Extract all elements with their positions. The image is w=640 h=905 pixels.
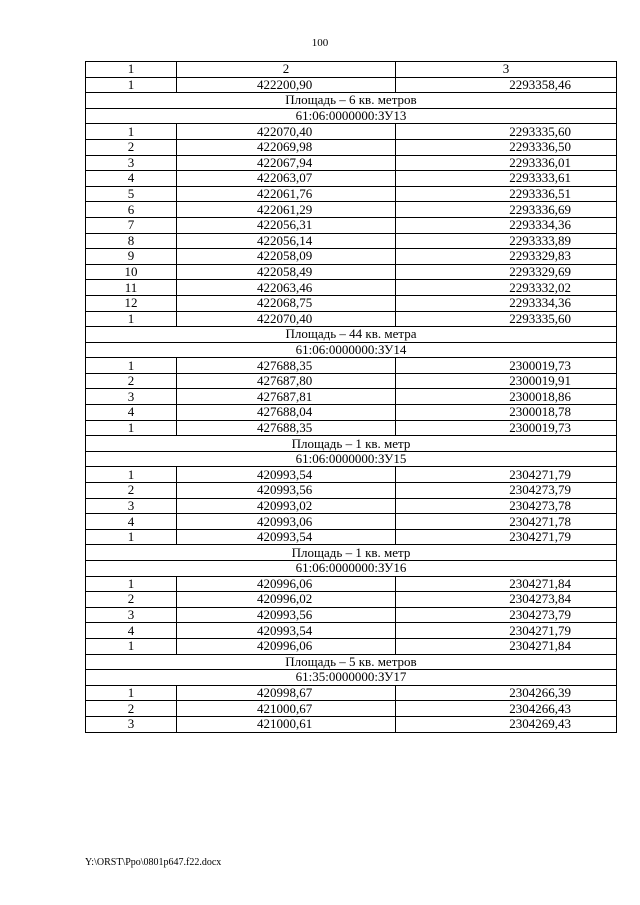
y-coordinate: 2293358,46 [396, 77, 617, 93]
y-coordinate: 2293329,83 [396, 249, 617, 265]
x-coordinate: 422063,46 [177, 280, 396, 296]
y-coordinate: 2304273,78 [396, 498, 617, 514]
x-coordinate: 422058,09 [177, 249, 396, 265]
table-row [86, 701, 617, 717]
table-row [86, 514, 617, 530]
table-row [86, 77, 617, 93]
table-row [86, 607, 617, 623]
y-coordinate: 2304269,43 [396, 716, 617, 732]
x-coordinate: 422063,07 [177, 171, 396, 187]
point-number: 10 [86, 264, 177, 280]
x-coordinate: 422061,29 [177, 202, 396, 218]
x-coordinate: 427688,35 [177, 420, 396, 436]
x-coordinate: 427688,04 [177, 405, 396, 421]
table-row [86, 280, 617, 296]
point-number: 3 [86, 389, 177, 405]
x-coordinate: 422200,90 [177, 77, 396, 93]
area-row [86, 654, 617, 670]
table-row [86, 483, 617, 499]
y-coordinate: 2304273,79 [396, 607, 617, 623]
area-row [86, 327, 617, 343]
x-coordinate: 422061,76 [177, 186, 396, 202]
area-label: Площадь – 44 кв. метра [86, 327, 617, 343]
x-coordinate: 422070,40 [177, 124, 396, 140]
table-row [86, 405, 617, 421]
cadastral-code-row [86, 342, 617, 358]
y-coordinate: 2293336,01 [396, 155, 617, 171]
point-number: 5 [86, 186, 177, 202]
x-coordinate: 422069,98 [177, 139, 396, 155]
table-row [86, 202, 617, 218]
y-coordinate: 2293333,89 [396, 233, 617, 249]
point-number: 3 [86, 607, 177, 623]
x-coordinate: 422067,94 [177, 155, 396, 171]
x-coordinate: 420993,54 [177, 529, 396, 545]
point-number: 8 [86, 233, 177, 249]
area-row [86, 545, 617, 561]
table-row [86, 171, 617, 187]
y-coordinate: 2300019,91 [396, 373, 617, 389]
table-row [86, 498, 617, 514]
table-row [86, 249, 617, 265]
point-number: 4 [86, 514, 177, 530]
x-coordinate: 427687,80 [177, 373, 396, 389]
table-row [86, 264, 617, 280]
x-coordinate: 420993,54 [177, 623, 396, 639]
y-coordinate: 2293336,51 [396, 186, 617, 202]
y-coordinate: 2293329,69 [396, 264, 617, 280]
point-number: 9 [86, 249, 177, 265]
table-row [86, 139, 617, 155]
x-coordinate: 420996,06 [177, 576, 396, 592]
y-coordinate: 2293332,02 [396, 280, 617, 296]
point-number: 7 [86, 217, 177, 233]
point-number: 1 [86, 124, 177, 140]
area-label: Площадь – 1 кв. метр [86, 436, 617, 452]
point-number: 2 [86, 592, 177, 608]
point-number: 12 [86, 295, 177, 311]
cadastral-code-row [86, 670, 617, 686]
table-row [86, 623, 617, 639]
cadastral-code-row [86, 108, 617, 124]
table-row [86, 233, 617, 249]
point-number: 1 [86, 311, 177, 327]
cadastral-code: 61:35:0000000:ЗУ17 [86, 670, 617, 686]
table-row [86, 420, 617, 436]
x-coordinate: 422068,75 [177, 295, 396, 311]
point-number: 1 [86, 420, 177, 436]
point-number: 4 [86, 405, 177, 421]
y-coordinate: 2304271,84 [396, 638, 617, 654]
point-number: 3 [86, 498, 177, 514]
y-coordinate: 2293334,36 [396, 295, 617, 311]
y-coordinate: 2300018,78 [396, 405, 617, 421]
cadastral-code: 61:06:0000000:ЗУ14 [86, 342, 617, 358]
y-coordinate: 2304273,79 [396, 483, 617, 499]
x-coordinate: 427688,35 [177, 358, 396, 374]
y-coordinate: 2293335,60 [396, 124, 617, 140]
table-row [86, 467, 617, 483]
x-coordinate: 420993,56 [177, 483, 396, 499]
y-coordinate: 2304266,43 [396, 701, 617, 717]
area-label: Площадь – 6 кв. метров [86, 93, 617, 109]
table-row [86, 685, 617, 701]
table-row [86, 592, 617, 608]
y-coordinate: 2304273,84 [396, 592, 617, 608]
point-number: 3 [86, 155, 177, 171]
y-coordinate: 2304271,78 [396, 514, 617, 530]
y-coordinate: 2293336,69 [396, 202, 617, 218]
x-coordinate: 422070,40 [177, 311, 396, 327]
point-number: 1 [86, 685, 177, 701]
cadastral-code-row [86, 451, 617, 467]
x-coordinate: 420998,67 [177, 685, 396, 701]
area-label: Площадь – 5 кв. метров [86, 654, 617, 670]
x-coordinate: 420996,06 [177, 638, 396, 654]
table-row [86, 638, 617, 654]
point-number: 1 [86, 638, 177, 654]
x-coordinate: 427687,81 [177, 389, 396, 405]
point-number: 2 [86, 701, 177, 717]
coordinates-table-body [86, 62, 617, 733]
point-number: 4 [86, 171, 177, 187]
area-row [86, 93, 617, 109]
cadastral-code: 61:06:0000000:ЗУ15 [86, 451, 617, 467]
point-number: 1 [86, 529, 177, 545]
y-coordinate: 2304271,79 [396, 467, 617, 483]
x-coordinate: 420993,56 [177, 607, 396, 623]
point-number: 2 [86, 483, 177, 499]
point-number: 1 [86, 467, 177, 483]
x-coordinate: 420996,02 [177, 592, 396, 608]
x-coordinate: 420993,02 [177, 498, 396, 514]
y-coordinate: 2300019,73 [396, 358, 617, 374]
point-number: 1 [86, 358, 177, 374]
x-coordinate: 422058,49 [177, 264, 396, 280]
point-number: 1 [86, 77, 177, 93]
x-coordinate: 420993,06 [177, 514, 396, 530]
cadastral-code: 61:06:0000000:ЗУ16 [86, 561, 617, 577]
x-coordinate: 420993,54 [177, 467, 396, 483]
table-row [86, 373, 617, 389]
point-number: 2 [86, 139, 177, 155]
y-coordinate: 2304271,79 [396, 529, 617, 545]
point-number: 1 [86, 576, 177, 592]
header-col-3: 3 [396, 62, 617, 78]
point-number: 2 [86, 373, 177, 389]
table-row [86, 186, 617, 202]
table-row [86, 311, 617, 327]
table-row [86, 155, 617, 171]
table-row [86, 529, 617, 545]
cadastral-code: 61:06:0000000:ЗУ13 [86, 108, 617, 124]
table-header-row [86, 62, 617, 78]
y-coordinate: 2293335,60 [396, 311, 617, 327]
y-coordinate: 2293333,61 [396, 171, 617, 187]
point-number: 3 [86, 716, 177, 732]
y-coordinate: 2293336,50 [396, 139, 617, 155]
x-coordinate: 421000,67 [177, 701, 396, 717]
page-number: 100 [311, 37, 329, 49]
y-coordinate: 2293334,36 [396, 217, 617, 233]
x-coordinate: 422056,31 [177, 217, 396, 233]
table-row [86, 217, 617, 233]
x-coordinate: 421000,61 [177, 716, 396, 732]
file-path-footer: Y:\ORST\Ppo\0801p647.f22.docx [85, 857, 222, 868]
y-coordinate: 2300019,73 [396, 420, 617, 436]
point-number: 11 [86, 280, 177, 296]
y-coordinate: 2304271,84 [396, 576, 617, 592]
header-col-2: 2 [177, 62, 396, 78]
table-row [86, 124, 617, 140]
cadastral-code-row [86, 561, 617, 577]
table-row [86, 389, 617, 405]
y-coordinate: 2304266,39 [396, 685, 617, 701]
area-row [86, 436, 617, 452]
point-number: 6 [86, 202, 177, 218]
table-row [86, 295, 617, 311]
point-number: 4 [86, 623, 177, 639]
area-label: Площадь – 1 кв. метр [86, 545, 617, 561]
y-coordinate: 2300018,86 [396, 389, 617, 405]
x-coordinate: 422056,14 [177, 233, 396, 249]
table-row [86, 716, 617, 732]
table-row [86, 358, 617, 374]
table-row [86, 576, 617, 592]
y-coordinate: 2304271,79 [396, 623, 617, 639]
header-col-1: 1 [86, 62, 177, 78]
coordinates-table [85, 61, 617, 733]
